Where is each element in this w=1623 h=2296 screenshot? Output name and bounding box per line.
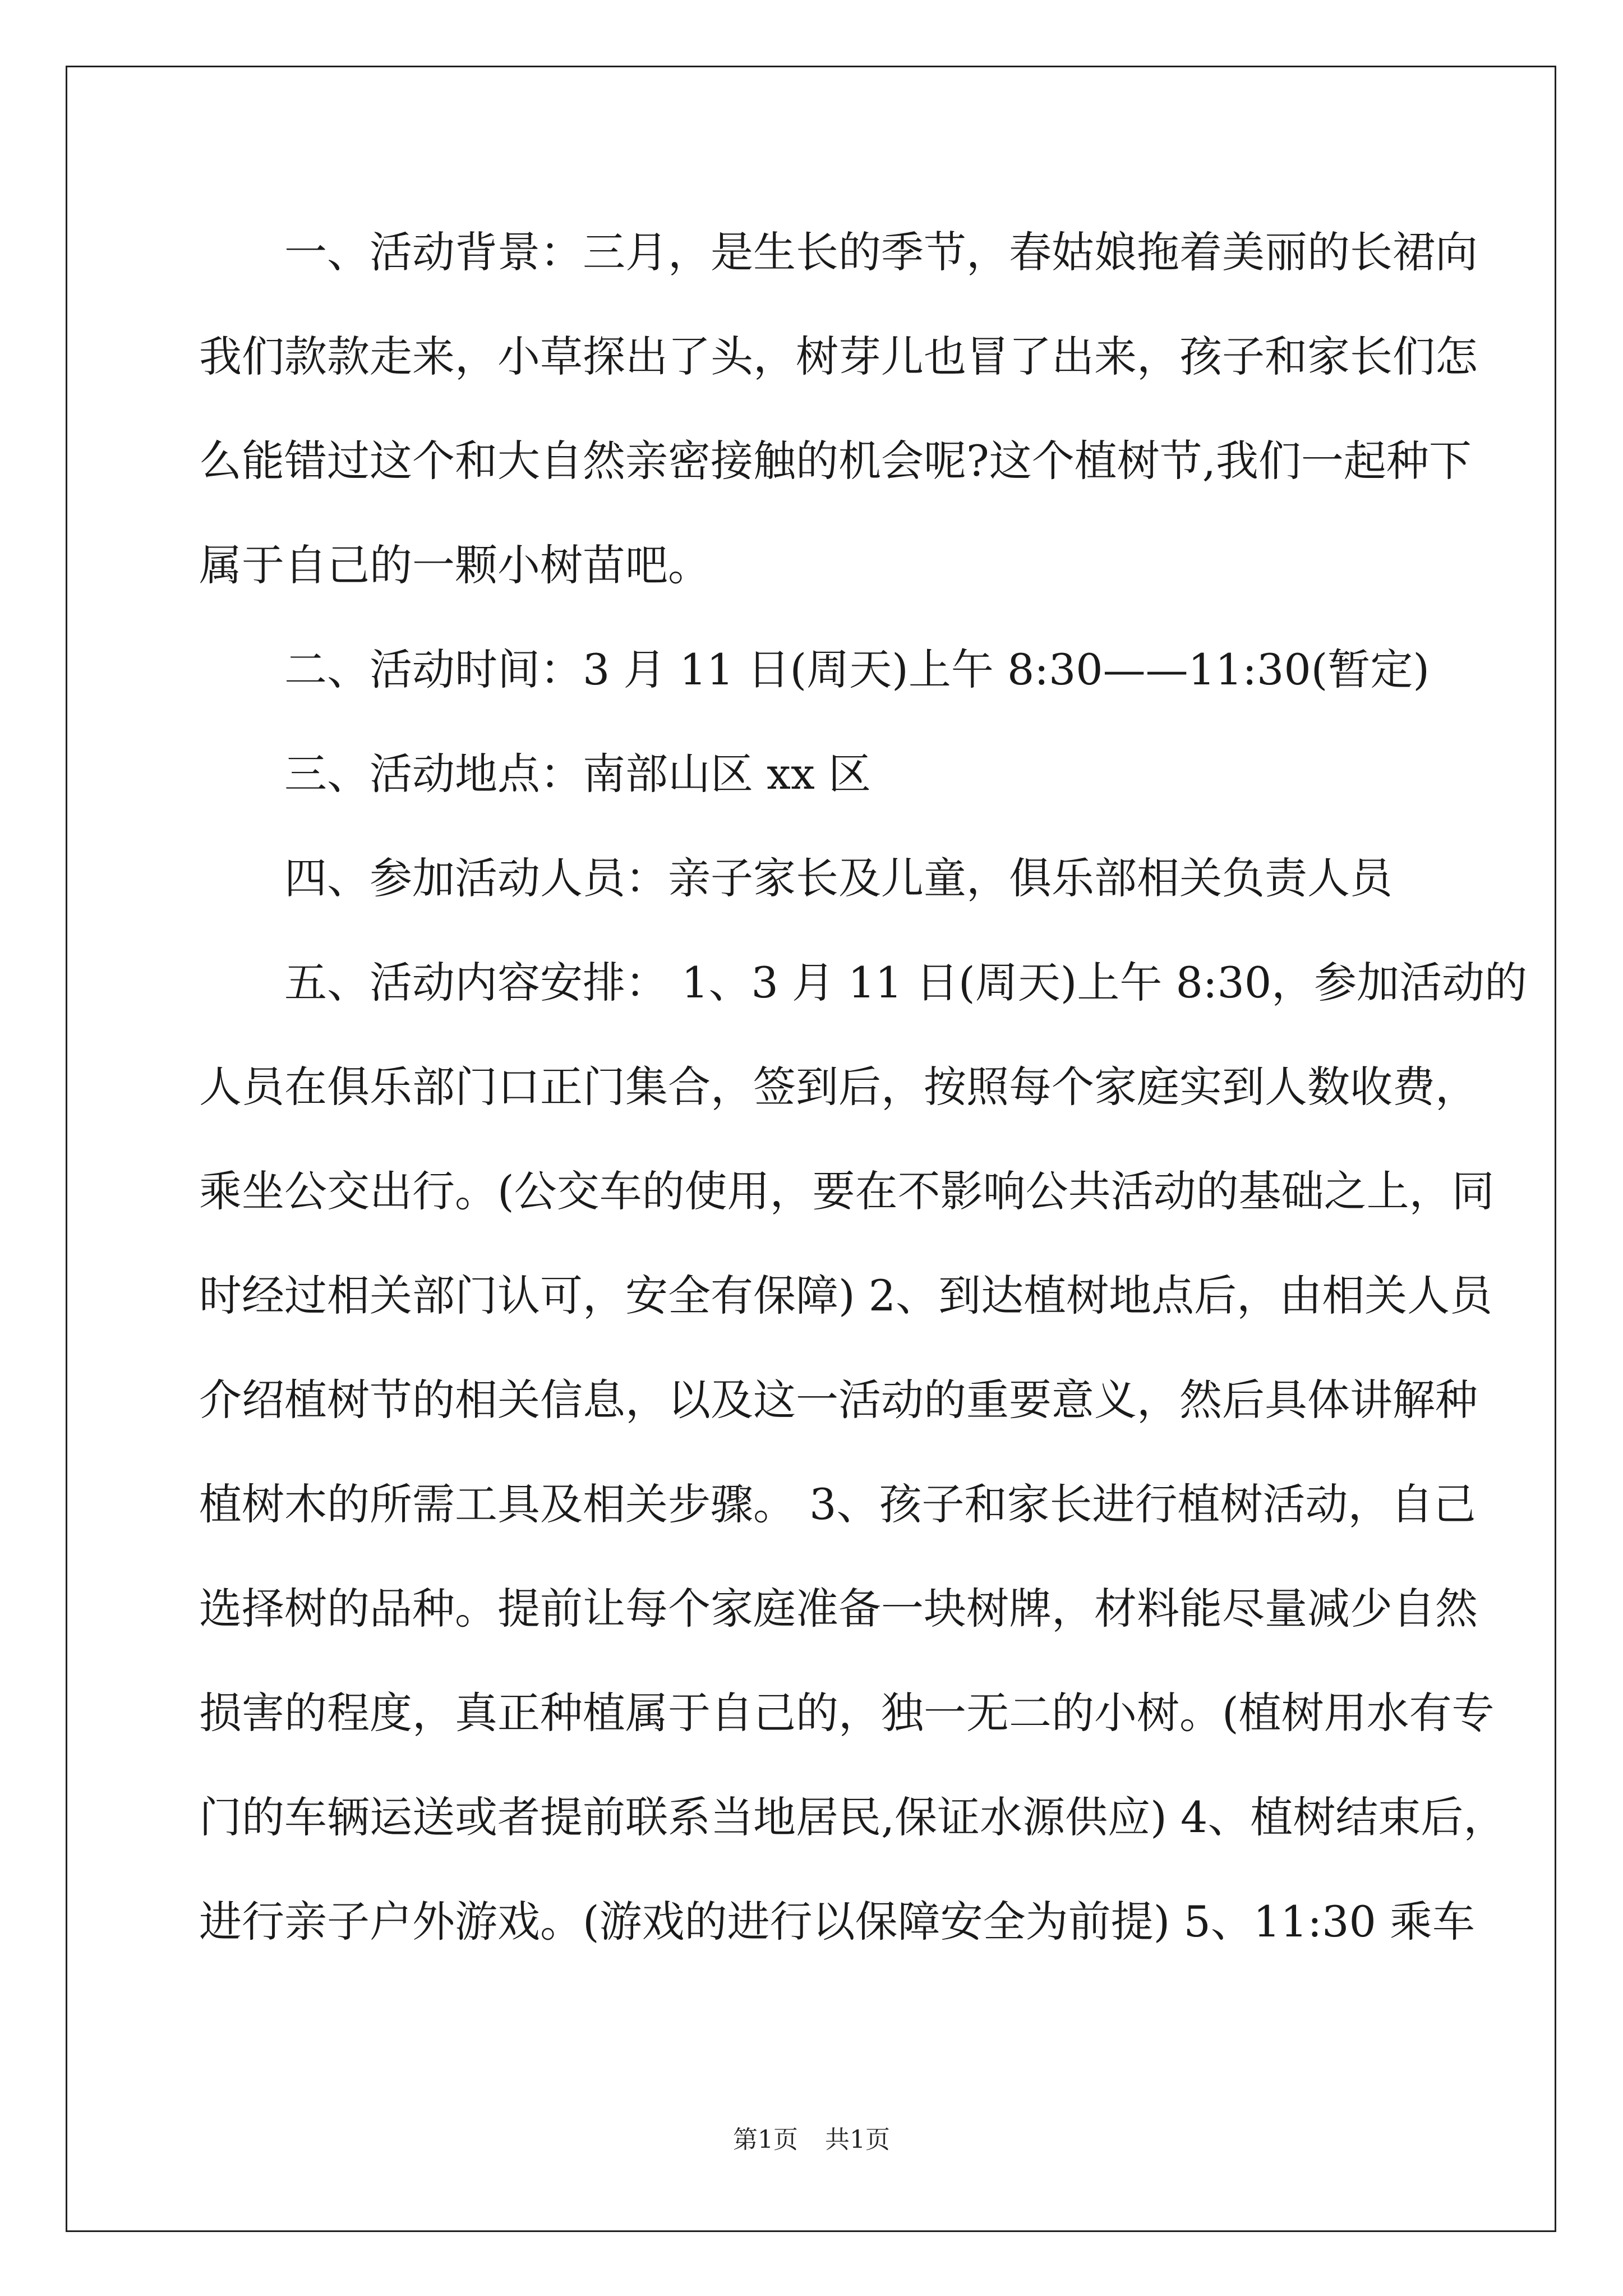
text-line-1: 一、活动背景：三月，是生长的季节，春姑娘拖着美丽的长裙向 [199, 227, 1478, 277]
text-line-11: 时经过相关部门认可，安全有保障) 2、到达植树地点后，由相关人员 [199, 1271, 1493, 1320]
text-line-9: 人员在俱乐部门口正门集合，签到后，按照每个家庭实到人数收费， [199, 1062, 1478, 1112]
page-number: 第1页 [733, 2125, 798, 2154]
page-footer [0, 2123, 1623, 2157]
text-line-15: 损害的程度，真正种植属于自己的，独一无二的小树。(植树用水有专 [199, 1688, 1495, 1738]
total-pages: 共1页 [825, 2125, 890, 2154]
text-line-14: 选择树的品种。提前让每个家庭准备一块树牌，材料能尽量减少自然 [199, 1584, 1478, 1634]
document-body [199, 210, 1528, 1984]
text-line-16: 门的车辆运送或者提前联系当地居民,保证水源供应) 4、植树结束后， [199, 1792, 1506, 1842]
text-line-17: 进行亲子户外游戏。(游戏的进行以保障安全为前提) 5、11:30 乘车 [199, 1897, 1475, 1947]
text-line-13: 植树木的所需工具及相关步骤。 3、孩子和家长进行植树活动，自己 [199, 1479, 1476, 1529]
text-line-3: 么能错过这个和大自然亲密接触的机会呢?这个植树节,我们一起种下 [199, 436, 1472, 486]
text-line-4: 属于自己的一颗小树苗吧。 [199, 540, 711, 590]
text-line-6: 三、活动地点：南部山区 xx 区 [199, 749, 872, 799]
text-line-2: 我们款款走来，小草探出了头，树芽儿也冒了出来，孩子和家长们怎 [199, 332, 1478, 381]
text-line-12: 介绍植树节的相关信息，以及这一活动的重要意义，然后具体讲解种 [199, 1375, 1478, 1425]
text-line-5: 二、活动时间：3 月 11 日(周天)上午 8:30——11:30(暂定) [199, 645, 1430, 694]
text-line-8: 五、活动内容安排： 1、3 月 11 日(周天)上午 8:30，参加活动的 [199, 958, 1528, 1007]
text-line-7: 四、参加活动人员：亲子家长及儿童，俱乐部相关负责人员 [199, 853, 1393, 903]
text-line-10: 乘坐公交出行。(公交车的使用，要在不影响公共活动的基础之上，同 [199, 1166, 1495, 1216]
